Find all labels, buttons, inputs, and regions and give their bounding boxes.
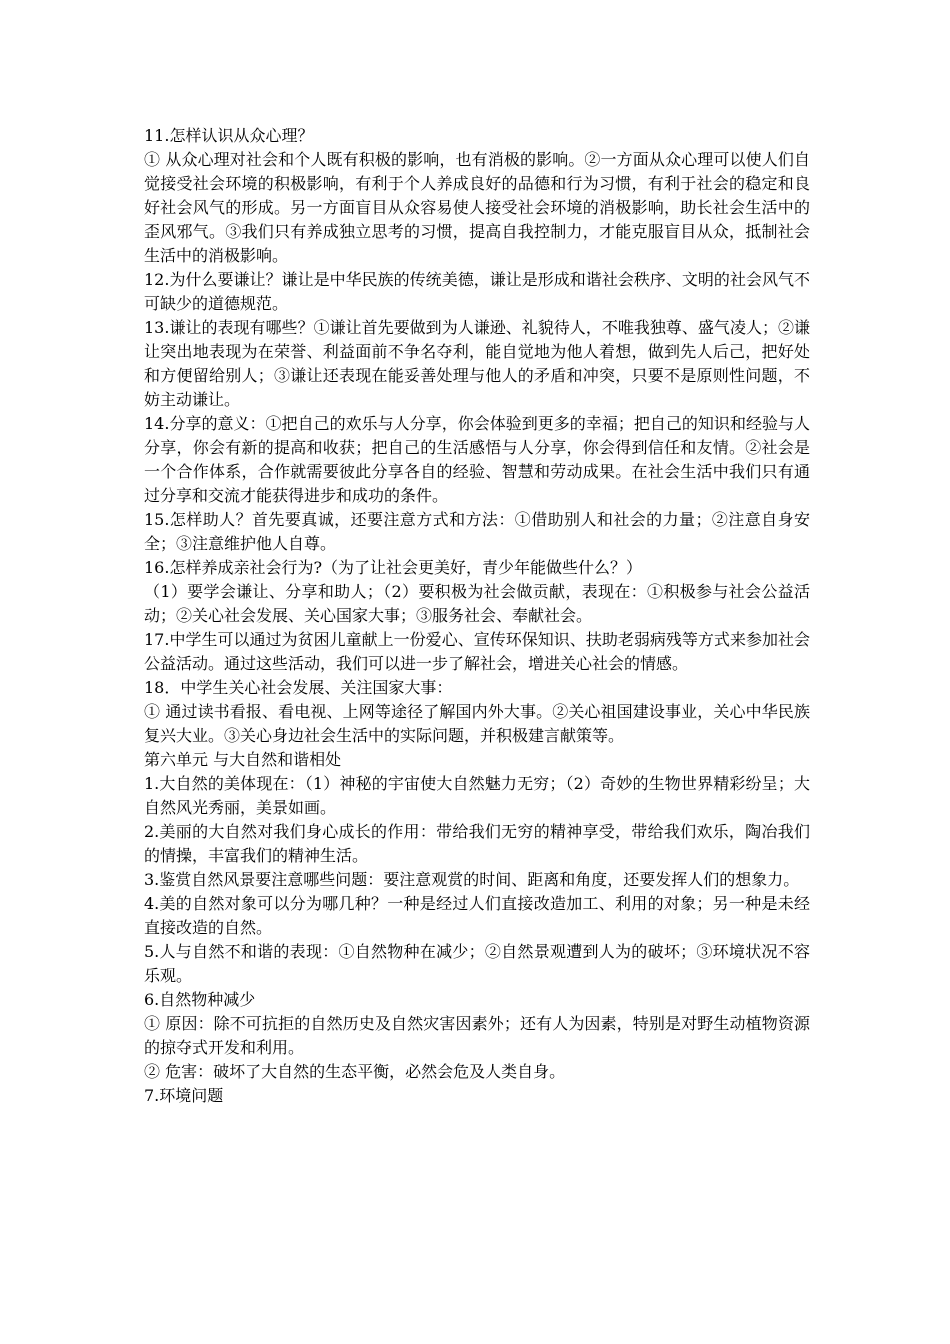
document-body (144, 124, 810, 1108)
question-16-answer: （1）要学会谦让、分享和助人；（2）要积极为社会做贡献，表现在：①积极参与社会公益活动；②关心社会发展、关心国家大事；③服务社会、奉献社会。 (144, 582, 810, 625)
unit6-item-2: 2.美丽的大自然对我们身心成长的作用：带给我们无穷的精神享受，带给我们欢乐，陶冶我们的情操，丰富我们的精神生活。 (144, 822, 810, 865)
unit6-item-3: 3.鉴赏自然风景要注意哪些问题：要注意观赏的时间、距离和角度，还要发挥人们的想象力。 (144, 870, 800, 889)
unit6-item-6-harm: ② 危害：破坏了大自然的生态平衡，必然会危及人类自身。 (144, 1062, 566, 1081)
unit6-item-6-cause: ① 原因：除不可抗拒的自然历史及自然灾害因素外；还有人为因素，特别是对野生动植物资源的掠夺式开发和利用。 (144, 1014, 810, 1057)
question-16-heading: 16.怎样养成亲社会行为?（为了让社会更美好，青少年能做些什么？） (144, 558, 643, 577)
question-13: 13.谦让的表现有哪些？①谦让首先要做到为人谦逊、礼貌待人，不唯我独尊、盛气凌人；②谦让突出地表现为在荣誉、利益面前不争名夺利，能自觉地为他人着想，做到先人后己，把好处和方便留给别人；③谦让还表现在能妥善处理与他人的矛盾和冲突，只要不是原则性问题，不妨主动谦让。 (144, 318, 810, 409)
question-11-heading: 11.怎样认识从众心理？ (144, 126, 314, 145)
question-17: 17.中学生可以通过为贫困儿童献上一份爱心、宣传环保知识、扶助老弱病残等方式来参加社会公益活动。通过这些活动，我们可以进一步了解社会，增进关心社会的情感。 (144, 630, 810, 673)
unit-6-title: 第六单元 与大自然和谐相处 (144, 750, 342, 769)
question-15: 15.怎样助人？首先要真诚，还要注意方式和方法：①借助别人和社会的力量；②注意自身安全；③注意维护他人自尊。 (144, 510, 810, 553)
question-12: 12.为什么要谦让？谦让是中华民族的传统美德，谦让是形成和谐社会秩序、文明的社会风气不可缺少的道德规范。 (144, 270, 810, 313)
unit6-item-4: 4.美的自然对象可以分为哪几种？一种是经过人们直接改造加工、利用的对象；另一种是未经直接改造的自然。 (144, 894, 810, 937)
question-18-heading: 18．中学生关心社会发展、关注国家大事： (144, 678, 453, 697)
unit6-item-6-heading: 6.自然物种减少 (144, 990, 256, 1009)
unit6-item-1: 1.大自然的美体现在：（1）神秘的宇宙使大自然魅力无穷；（2）奇妙的生物世界精彩纷呈；大自然风光秀丽，美景如画。 (144, 774, 810, 817)
unit6-item-7-heading: 7.环境问题 (144, 1086, 224, 1105)
question-18-answer: ① 通过读书看报、看电视、上网等途径了解国内外大事。②关心祖国建设事业，关心中华民族复兴大业。③关心身边社会生活中的实际问题，并积极建言献策等。 (144, 702, 810, 745)
unit6-item-5: 5.人与自然不和谐的表现：①自然物种在减少；②自然景观遭到人为的破坏；③环境状况不容乐观。 (144, 942, 810, 985)
question-14: 14.分享的意义：①把自己的欢乐与人分享，你会体验到更多的幸福；把自己的知识和经验与人分享，你会有新的提高和收获；把自己的生活感悟与人分享，你会得到信任和友情。②社会是一个合作体系，合作就需要彼此分享各自的经验、智慧和劳动成果。在社会生活中我们只有通过分享和交流才能获得进步和成功的条件。 (144, 414, 810, 505)
question-11-answer: ① 从众心理对社会和个人既有积极的影响，也有消极的影响。②一方面从众心理可以使人们自觉接受社会环境的积极影响，有利于个人养成良好的品德和行为习惯，有利于社会的稳定和良好社会风气的形成。另一方面盲目从众容易使人接受社会环境的消极影响，助长社会生活中的歪风邪气。③我们只有养成独立思考的习惯，提高自我控制力，才能克服盲目从众，抵制社会生活中的消极影响。 (144, 150, 810, 265)
